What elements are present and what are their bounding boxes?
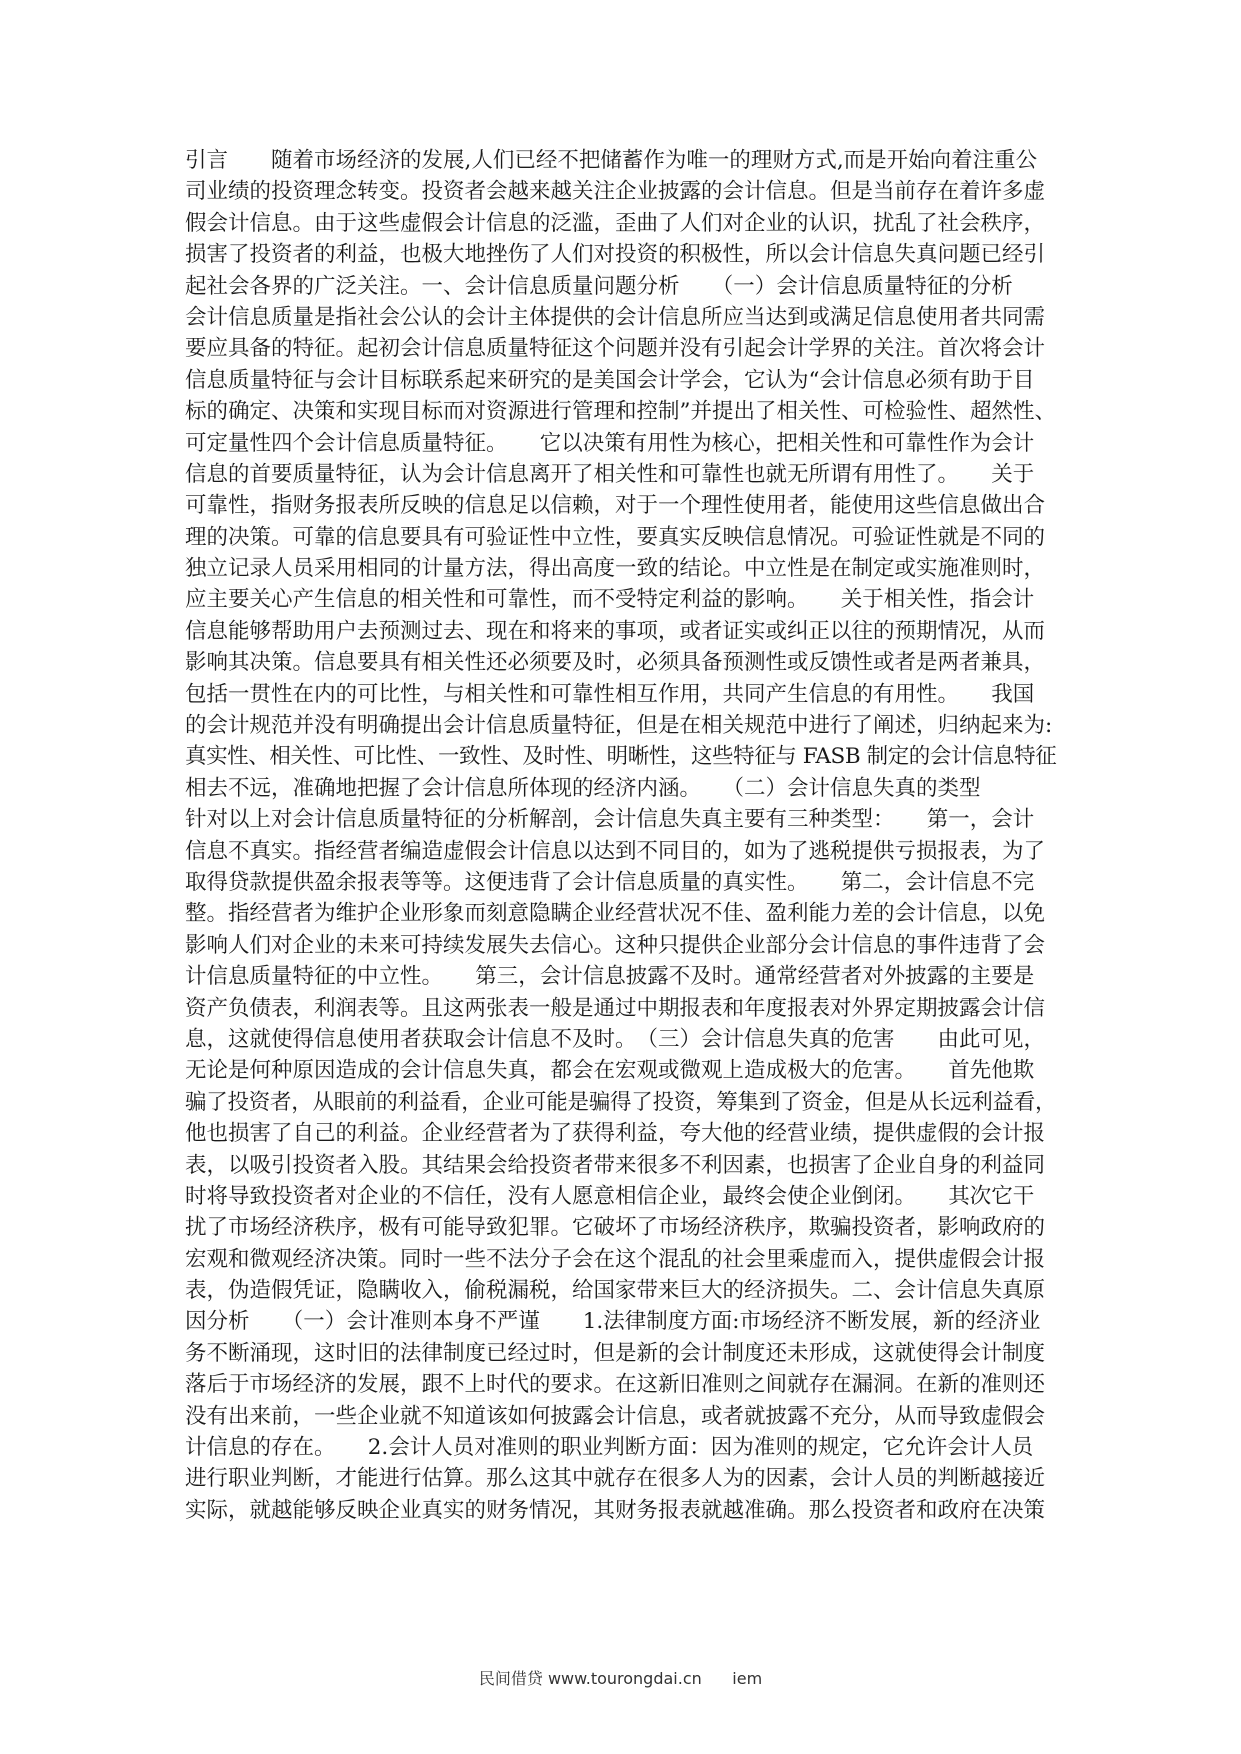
page-footer xyxy=(0,1666,1241,1689)
text-line: 进行职业判断，才能进行估算。那么这其中就存在很多人为的因素，会计人员的判断越接近 xyxy=(185,1466,1046,1492)
text-line: 影响人们对企业的未来可持续发展失去信心。这种只提供企业部分会计信息的事件违背了会 xyxy=(185,932,1046,958)
text-line: 假会计信息。由于这些虚假会计信息的泛滥，歪曲了人们对企业的认识，扰乱了社会秩序， xyxy=(185,210,1046,236)
text-line: 因分析 （一）会计准则本身不严谨 1.法律制度方面:市场经济不断发展，新的经济业 xyxy=(185,1309,1041,1335)
footer-suffix: iem xyxy=(732,1669,763,1688)
text-line: 起社会各界的广泛关注。一、会计信息质量问题分析 （一）会计信息质量特征的分析 xyxy=(185,273,1013,299)
text-line: 时将导致投资者对企业的不信任，没有人愿意相信企业，最终会使企业倒闭。 其次它干 xyxy=(185,1183,1035,1209)
text-line: 可定量性四个会计信息质量特征。 它以决策有用性为核心，把相关性和可靠性作为会计 xyxy=(185,430,1035,456)
text-line: 理的决策。可靠的信息要具有可验证性中立性，要真实反映信息情况。可验证性就是不同的 xyxy=(185,524,1046,550)
footer-site-label: 民间借贷 xyxy=(478,1669,543,1688)
text-line: 引言 随着市场经济的发展,人们已经不把储蓄作为唯一的理财方式,而是开始向着注重公 xyxy=(185,148,1038,173)
footer-url: www.tourongdai.cn xyxy=(547,1669,702,1688)
text-line: 无论是何种原因造成的会计信息失真，都会在宏观或微观上造成极大的危害。 首先他欺 xyxy=(185,1058,1035,1084)
text-line: 信息质量特征与会计目标联系起来研究的是美国会计学会，它认为“会计信息必须有助于目 xyxy=(185,367,1035,393)
text-line: 应主要关心产生信息的相关性和可靠性，而不受特定利益的影响。 关于相关性，指会计 xyxy=(185,587,1035,613)
text-line: 真实性、相关性、可比性、一致性、及时性、明晰性，这些特征与 FASB 制定的会计信息特征 xyxy=(185,744,1057,770)
text-line: 表，伪造假凭证，隐瞒收入，偷税漏税，给国家带来巨大的经济损失。二、会计信息失真原 xyxy=(185,1278,1046,1304)
text-line: 计信息质量特征的中立性。 第三，会计信息披露不及时。通常经营者对外披露的主要是 xyxy=(185,964,1035,990)
text-line: 可靠性，指财务报表所反映的信息足以信赖，对于一个理性使用者，能使用这些信息做出合 xyxy=(185,493,1046,519)
text-line: 要应具备的特征。起初会计信息质量特征这个问题并没有引起会计学界的关注。首次将会计 xyxy=(185,336,1046,362)
text-line: 标的确定、决策和实现目标而对资源进行管理和控制”并提出了相关性、可检验性、超然性、 xyxy=(185,399,1056,425)
text-line: 息，这就使得信息使用者获取会计信息不及时。 （三）会计信息失真的危害 由此可见， xyxy=(185,1026,1046,1052)
text-line: 骗了投资者，从眼前的利益看，企业可能是骗得了投资，筹集到了资金，但是从长远利益看， xyxy=(185,1089,1057,1115)
text-line: 会计信息质量是指社会公认的会计主体提供的会计信息所应当达到或满足信息使用者共同需 xyxy=(185,304,1046,330)
text-line: 计信息的存在。 2.会计人员对准则的职业判断方面：因为准则的规定，它允许会计人员 xyxy=(185,1435,1034,1461)
text-line: 包括一贯性在内的可比性，与相关性和可靠性相互作用，共同产生信息的有用性。 我国 xyxy=(185,681,1035,707)
text-line: 损害了投资者的利益，也极大地挫伤了人们对投资的积极性，所以会计信息失真问题已经引 xyxy=(185,242,1046,268)
text-line: 落后于市场经济的发展，跟不上时代的要求。在这新旧准则之间就存在漏洞。在新的准则还 xyxy=(185,1372,1046,1398)
text-line: 表，以吸引投资者入股。其结果会给投资者带来很多不利因素，也损害了企业自身的利益同 xyxy=(185,1152,1046,1178)
text-line: 宏观和微观经济决策。同时一些不法分子会在这个混乱的社会里乘虚而入，提供虚假会计报 xyxy=(185,1246,1046,1272)
text-line: 独立记录人员采用相同的计量方法，得出高度一致的结论。中立性是在制定或实施准则时， xyxy=(185,556,1046,582)
text-line: 影响其决策。信息要具有相关性还必须要及时，必须具备预测性或反馈性或者是两者兼具， xyxy=(185,650,1046,676)
document-body xyxy=(185,145,1057,1526)
text-line: 的会计规范并没有明确提出会计信息质量特征，但是在相关规范中进行了阐述，归纳起来为: xyxy=(185,713,1053,739)
text-line: 司业绩的投资理念转变。投资者会越来越关注企业披露的会计信息。但是当前存在着许多虚 xyxy=(185,179,1046,205)
text-line: 扰了市场经济秩序，极有可能导致犯罪。它破坏了市场经济秩序，欺骗投资者，影响政府的 xyxy=(185,1215,1046,1241)
text-line: 整。指经营者为维护企业形象而刻意隐瞒企业经营状况不佳、盈利能力差的会计信息，以免 xyxy=(185,901,1046,927)
text-line: 实际，就越能够反映企业真实的财务情况，其财务报表就越准确。那么投资者和政府在决策 xyxy=(185,1497,1046,1523)
text-line: 针对以上对会计信息质量特征的分析解剖，会计信息失真主要有三种类型： 第一，会计 xyxy=(185,807,1035,833)
text-line: 取得贷款提供盈余报表等等。这便违背了会计信息质量的真实性。 第二，会计信息不完 xyxy=(185,869,1035,895)
text-line: 他也损害了自己的利益。企业经营者为了获得利益，夸大他的经营业绩，提供虚假的会计报 xyxy=(185,1121,1046,1147)
text-line: 相去不远，准确地把握了会计信息所体现的经济内涵。 （二）会计信息失真的类型 xyxy=(185,775,981,801)
text-line: 没有出来前，一些企业就不知道该如何披露会计信息，或者就披露不充分，从而导致虚假会 xyxy=(185,1403,1046,1429)
text-line: 资产负债表，利润表等。且这两张表一般是通过中期报表和年度报表对外界定期披露会计信 xyxy=(185,995,1046,1021)
text-line: 信息能够帮助用户去预测过去、现在和将来的事项，或者证实或纠正以往的预期情况，从而 xyxy=(185,618,1046,644)
text-line: 信息的首要质量特征，认为会计信息离开了相关性和可靠性也就无所谓有用性了。 关于 xyxy=(185,461,1035,487)
text-line: 务不断涌现，这时旧的法律制度已经过时，但是新的会计制度还未形成，这就使得会计制度 xyxy=(185,1340,1046,1366)
text-line: 信息不真实。指经营者编造虚假会计信息以达到不同目的，如为了逃税提供亏损报表，为了 xyxy=(185,838,1046,864)
